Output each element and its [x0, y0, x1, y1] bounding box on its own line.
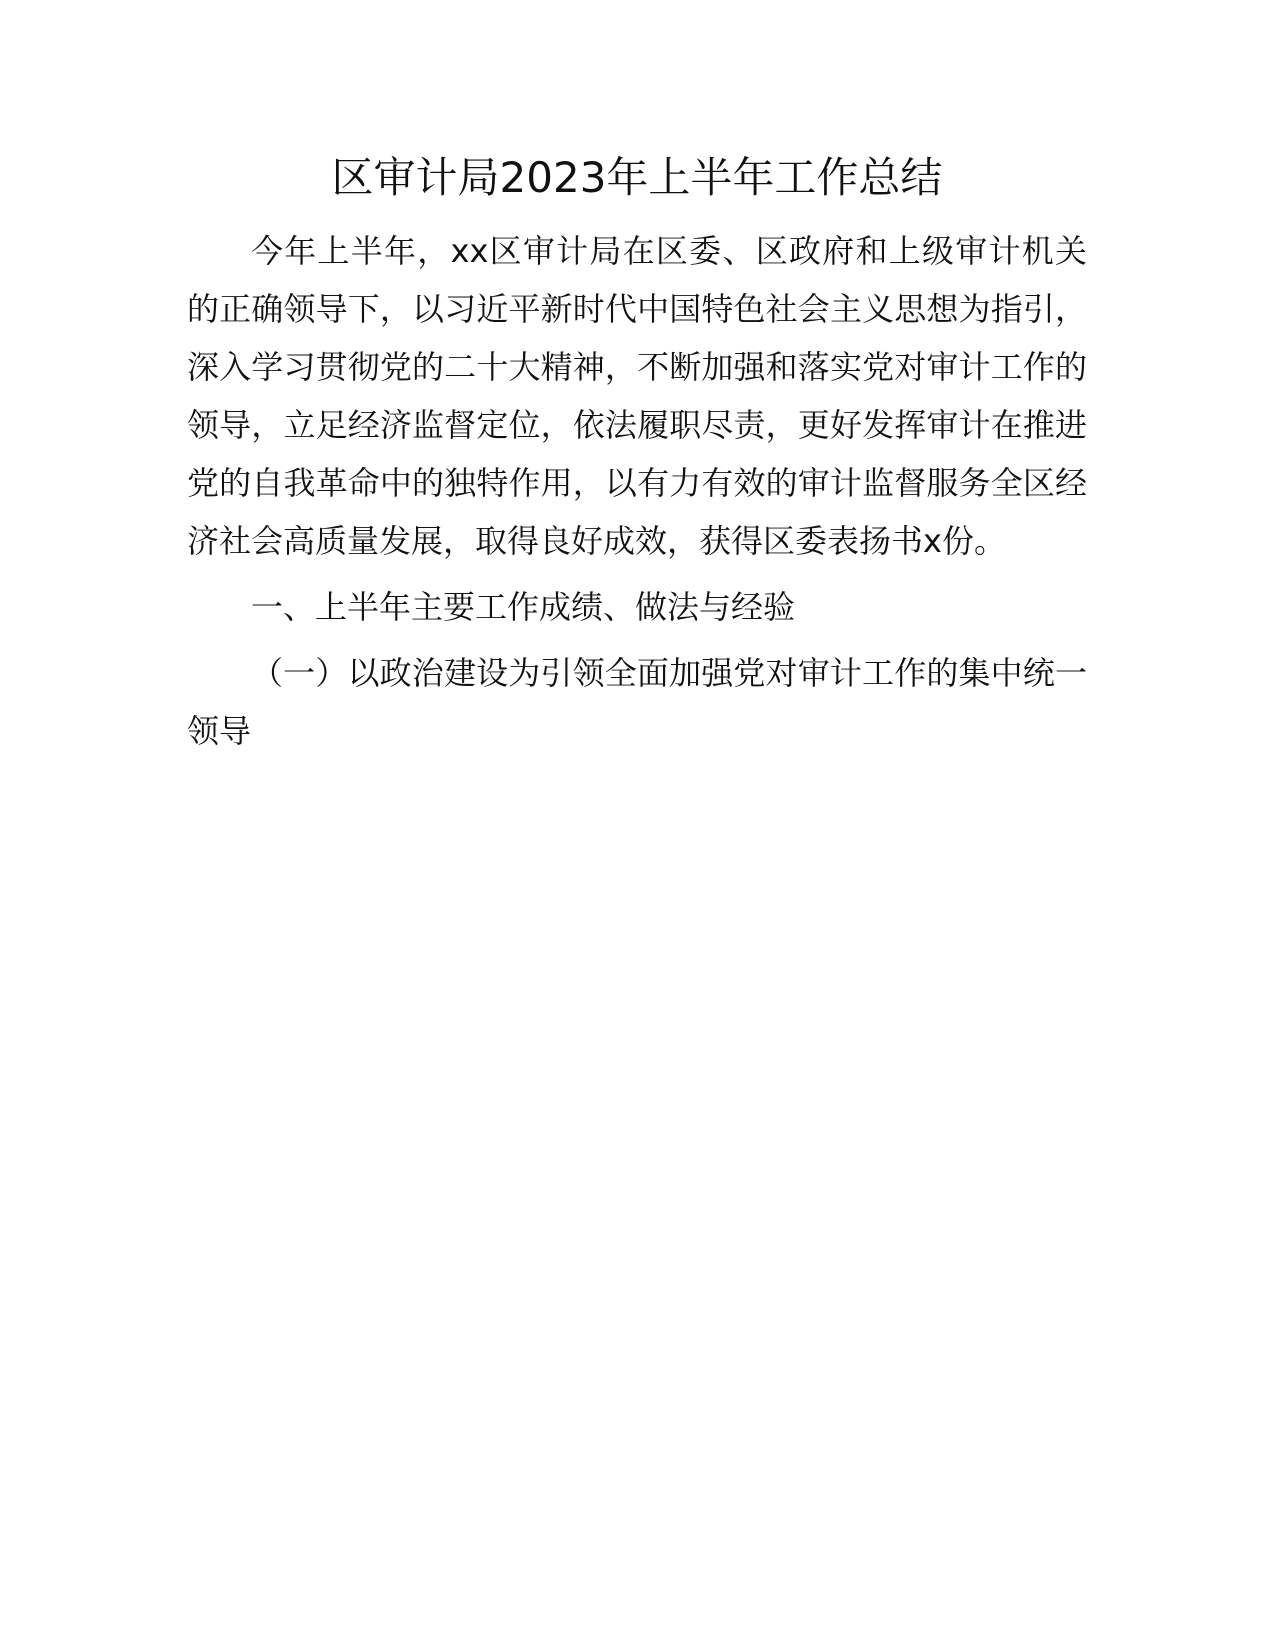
document-title: 区审计局2023年上半年工作总结: [331, 153, 943, 202]
subsection-heading-1: （一）以政治建设为引领全面加强党对审计工作的集中统一领导: [187, 654, 1087, 750]
intro-paragraph: 今年上半年，xx区审计局在区委、区政府和上级审计机关的正确领导下，以习近平新时代中国特色社会主义思想为指引，深入学习贯彻党的二十大精神，不断加强和落实党对审计工作的领导，立足经济监督定位，依法履职尽责，更好发挥审计在推进党的自我革命中的独特作用，以有力有效的审计监督服务全区经济社会高质量发展，取得良好成效，获得区委表扬书x份。: [187, 232, 1087, 560]
document-body: [187, 146, 1087, 760]
section-heading-1: 一、上半年主要工作成绩、做法与经验: [251, 588, 796, 626]
